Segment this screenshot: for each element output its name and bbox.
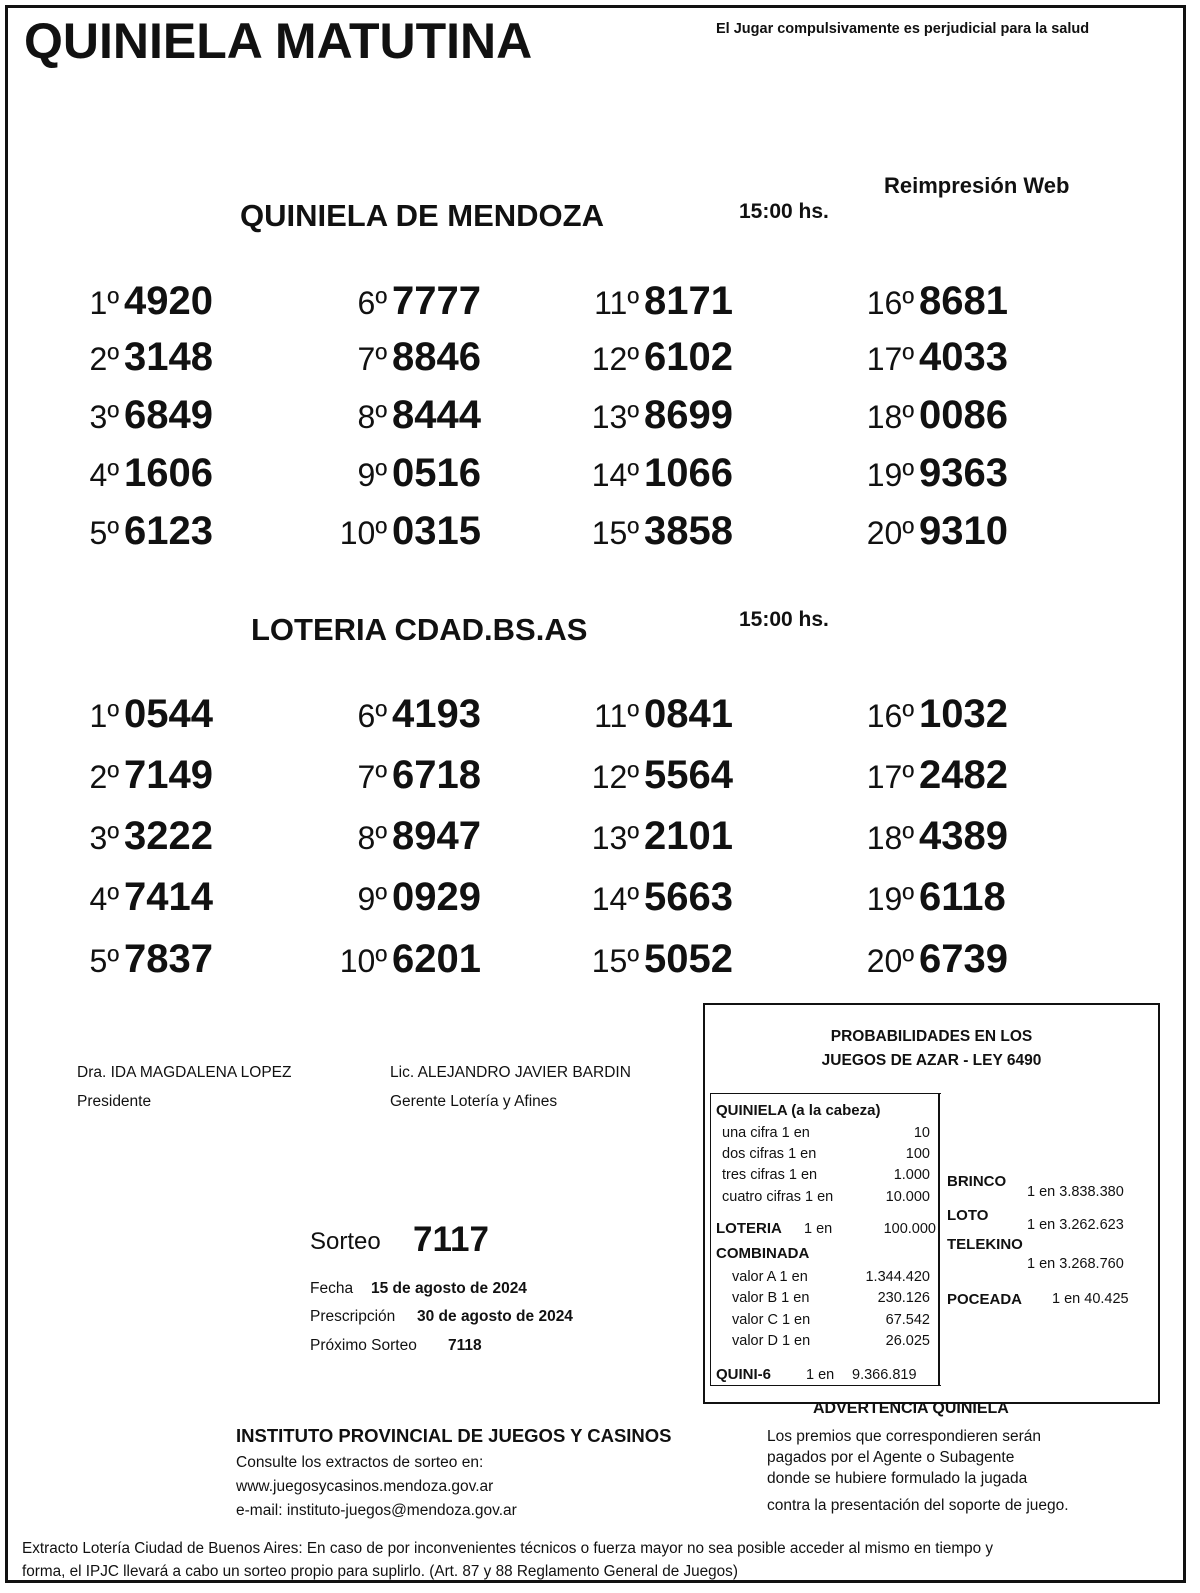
result-position: 4º (89, 881, 119, 917)
result-position: 14º (591, 457, 639, 493)
prob-row-label: cuatro cifras 1 en (722, 1189, 834, 1205)
loto-label: LOTO (947, 1207, 989, 1224)
result-item (45, 451, 213, 496)
result-position: 15º (591, 943, 639, 979)
result-position: 11º (594, 698, 639, 734)
result-number: 1606 (124, 451, 213, 495)
result-number: 1032 (919, 692, 1008, 736)
result-item (565, 692, 733, 737)
instituto-email-link[interactable]: e-mail: instituto-juegos@mendoza.gov.ar (236, 1502, 517, 1519)
instituto-website-link[interactable]: www.juegosycasinos.mendoza.gov.ar (236, 1478, 494, 1495)
result-position: 12º (591, 341, 639, 377)
result-position: 2º (89, 759, 119, 795)
poceada-value: 1 en 40.425 (1052, 1291, 1129, 1307)
reprint-label: Reimpresión Web (884, 173, 1070, 198)
result-item (313, 692, 481, 737)
fecha-label: Fecha (310, 1280, 354, 1297)
result-position: 12º (591, 759, 639, 795)
prob-row-value: 100 (905, 1146, 930, 1162)
result-number: 8699 (644, 393, 733, 437)
result-position: 16º (866, 285, 914, 321)
result-item (45, 509, 213, 554)
result-number: 5564 (644, 753, 733, 797)
result-number: 3148 (124, 335, 213, 379)
result-item (565, 753, 733, 798)
quini6-prob-value: 9.366.819 (852, 1367, 917, 1383)
result-position: 20º (866, 515, 914, 551)
prescripcion-value: 30 de agosto de 2024 (417, 1308, 573, 1325)
result-position: 3º (89, 399, 119, 435)
poceada-label: POCEADA (947, 1291, 1023, 1308)
result-item (313, 509, 481, 554)
instituto-line: Consulte los extractos de sorteo en: (236, 1454, 484, 1471)
result-item (840, 335, 1008, 380)
result-number: 0544 (124, 692, 213, 736)
result-number: 8846 (392, 335, 481, 379)
result-item (840, 393, 1008, 438)
result-number: 5663 (644, 875, 733, 919)
loto-value: 1 en 3.262.623 (1027, 1217, 1124, 1233)
result-item (45, 279, 213, 324)
result-item (45, 814, 213, 859)
result-position: 9º (357, 457, 387, 493)
telekino-label: TELEKINO (947, 1236, 1023, 1253)
health-warning: El Jugar compulsivamente es perjudicial para la salud (716, 21, 1090, 37)
signature-left-role: Presidente (77, 1093, 152, 1110)
prob-row-label: valor C 1 en (732, 1312, 811, 1328)
result-item (565, 875, 733, 920)
result-item (313, 875, 481, 920)
signature-right-role: Gerente Lotería y Afines (390, 1093, 558, 1110)
result-number: 6102 (644, 335, 733, 379)
result-position: 17º (866, 341, 914, 377)
result-item (313, 279, 481, 324)
result-position: 10º (339, 943, 387, 979)
result-number: 9310 (919, 509, 1008, 553)
proximo-value: 7118 (448, 1337, 482, 1354)
loteria-time: 15:00 hs. (739, 608, 829, 631)
result-position: 13º (591, 820, 639, 856)
result-item (565, 451, 733, 496)
result-number: 3858 (644, 509, 733, 553)
result-item (45, 335, 213, 380)
result-item (840, 753, 1008, 798)
result-number: 8681 (919, 279, 1008, 323)
prob-row-label: una cifra 1 en (722, 1125, 810, 1141)
signature-right-name: Lic. ALEJANDRO JAVIER BARDIN (390, 1064, 631, 1081)
result-number: 6849 (124, 393, 213, 437)
result-item (840, 692, 1008, 737)
mendoza-time: 15:00 hs. (739, 200, 829, 223)
advertencia-line: pagados por el Agente o Subagente (767, 1449, 1015, 1466)
combinada-prob-label: COMBINADA (716, 1245, 810, 1262)
probabilidades-title-1: PROBABILIDADES EN LOS (830, 1028, 1033, 1045)
result-position: 9º (357, 881, 387, 917)
result-position: 6º (357, 285, 387, 321)
result-number: 6118 (919, 875, 1006, 919)
result-number: 7837 (124, 937, 213, 981)
result-position: 7º (357, 759, 387, 795)
loteria-prob-label: LOTERIA (716, 1220, 782, 1237)
advertencia-line: Los premios que correspondieren serán (767, 1428, 1041, 1445)
result-number: 2482 (919, 753, 1008, 797)
quini6-prob-text: 1 en (806, 1367, 835, 1383)
result-position: 2º (89, 341, 119, 377)
result-number: 6718 (392, 753, 481, 797)
result-item (45, 875, 213, 920)
result-item (565, 814, 733, 859)
quiniela-prob-label: QUINIELA (a la cabeza) (716, 1102, 881, 1119)
result-number: 8444 (392, 393, 481, 437)
prob-row-label: valor B 1 en (732, 1290, 810, 1306)
result-item (313, 451, 481, 496)
result-item (565, 509, 733, 554)
result-number: 0841 (644, 692, 733, 736)
result-item (565, 937, 733, 982)
sorteo-number: 7117 (413, 1220, 489, 1259)
result-number: 4389 (919, 814, 1008, 858)
result-position: 1º (89, 285, 119, 321)
prescripcion-label: Prescripción (310, 1308, 396, 1325)
result-number: 4033 (919, 335, 1008, 379)
result-position: 16º (866, 698, 914, 734)
result-item (565, 279, 733, 324)
result-position: 5º (89, 515, 119, 551)
brinco-value: 1 en 3.838.380 (1027, 1184, 1124, 1200)
result-number: 3222 (124, 814, 213, 858)
prob-row-value: 26.025 (885, 1333, 930, 1349)
result-position: 15º (591, 515, 639, 551)
result-item (313, 753, 481, 798)
result-item (313, 335, 481, 380)
result-position: 19º (866, 881, 914, 917)
prob-row-value: 67.542 (885, 1312, 930, 1328)
result-position: 13º (591, 399, 639, 435)
advertencia-line: contra la presentación del soporte de juego. (767, 1497, 1069, 1514)
result-number: 1066 (644, 451, 733, 495)
result-number: 2101 (644, 814, 733, 858)
quini6-prob-label: QUINI-6 (716, 1366, 772, 1383)
result-item (840, 509, 1008, 554)
probabilidades-divider (938, 1093, 940, 1386)
result-item (840, 875, 1006, 920)
result-position: 19º (866, 457, 914, 493)
prob-row-value: 230.126 (877, 1290, 930, 1306)
result-number: 5052 (644, 937, 733, 981)
result-position: 5º (89, 943, 119, 979)
result-item (313, 937, 481, 982)
prob-row-label: valor A 1 en (732, 1269, 808, 1285)
prob-row-value: 10 (913, 1125, 930, 1141)
result-item (565, 393, 733, 438)
result-position: 11º (594, 285, 639, 321)
result-number: 4193 (392, 692, 481, 736)
result-number: 0516 (392, 451, 481, 495)
signature-left-name: Dra. IDA MAGDALENA LOPEZ (77, 1064, 292, 1081)
result-position: 17º (866, 759, 914, 795)
result-number: 9363 (919, 451, 1008, 495)
result-position: 8º (357, 820, 387, 856)
result-number: 0315 (392, 509, 481, 553)
result-number: 7149 (124, 753, 213, 797)
result-position: 20º (866, 943, 914, 979)
result-position: 3º (89, 820, 119, 856)
sorteo-label: Sorteo (310, 1228, 381, 1255)
advertencia-title: ADVERTENCIA QUINIELA (813, 1400, 1009, 1417)
mendoza-title: QUINIELA DE MENDOZA (240, 198, 604, 233)
result-item (45, 753, 213, 798)
prob-row-label: tres cifras 1 en (722, 1167, 818, 1183)
footer-line-1: Extracto Lotería Ciudad de Buenos Aires: En caso de por inconvenientes técnicos o fuerza mayor no sea posible acceder al mismo en tiempo y (22, 1540, 994, 1557)
result-item (45, 937, 213, 982)
result-item (313, 814, 481, 859)
proximo-label: Próximo Sorteo (310, 1337, 417, 1354)
result-number: 8171 (644, 279, 733, 323)
prob-row-label: valor D 1 en (732, 1333, 811, 1349)
telekino-value: 1 en 3.268.760 (1027, 1256, 1124, 1272)
result-number: 4920 (124, 279, 213, 323)
result-number: 6739 (919, 937, 1008, 981)
result-position: 4º (89, 457, 119, 493)
result-number: 0929 (392, 875, 481, 919)
result-position: 6º (357, 698, 387, 734)
prob-row-label: dos cifras 1 en (722, 1146, 817, 1162)
result-position: 10º (339, 515, 387, 551)
result-number: 6201 (392, 937, 481, 981)
result-item (45, 393, 213, 438)
footer-line-2: forma, el IPJC llevará a cabo un sorteo propio para suplirlo. (Art. 87 y 88 Reglamento General de Juegos) (22, 1563, 738, 1580)
loteria-title: LOTERIA CDAD.BS.AS (251, 612, 588, 647)
result-position: 8º (357, 399, 387, 435)
result-number: 8947 (392, 814, 481, 858)
result-number: 7777 (392, 279, 481, 323)
fecha-value: 15 de agosto de 2024 (371, 1280, 527, 1297)
result-number: 0086 (919, 393, 1008, 437)
result-number: 7414 (124, 875, 213, 919)
result-item (840, 279, 1008, 324)
result-position: 1º (89, 698, 119, 734)
result-item (840, 814, 1008, 859)
advertencia-line: donde se hubiere formulado la jugada (767, 1470, 1028, 1487)
result-item (313, 393, 481, 438)
page-title: QUINIELA MATUTINA (24, 13, 533, 69)
result-item (840, 937, 1008, 982)
probabilidades-title-2: JUEGOS DE AZAR - LEY 6490 (821, 1052, 1042, 1069)
result-item (565, 335, 733, 380)
result-number: 6123 (124, 509, 213, 553)
result-position: 14º (591, 881, 639, 917)
result-position: 7º (357, 341, 387, 377)
prob-row-value: 10.000 (885, 1189, 930, 1205)
instituto-title: INSTITUTO PROVINCIAL DE JUEGOS Y CASINOS (236, 1425, 672, 1446)
prob-row-value: 1.344.420 (865, 1269, 930, 1285)
result-item (840, 451, 1008, 496)
result-position: 18º (866, 820, 914, 856)
result-position: 18º (866, 399, 914, 435)
loteria-prob-text: 1 en (804, 1221, 833, 1237)
prob-row-value: 1.000 (893, 1167, 930, 1183)
loteria-prob-value: 100.000 (883, 1221, 936, 1237)
brinco-label: BRINCO (947, 1173, 1007, 1190)
result-item (45, 692, 213, 737)
